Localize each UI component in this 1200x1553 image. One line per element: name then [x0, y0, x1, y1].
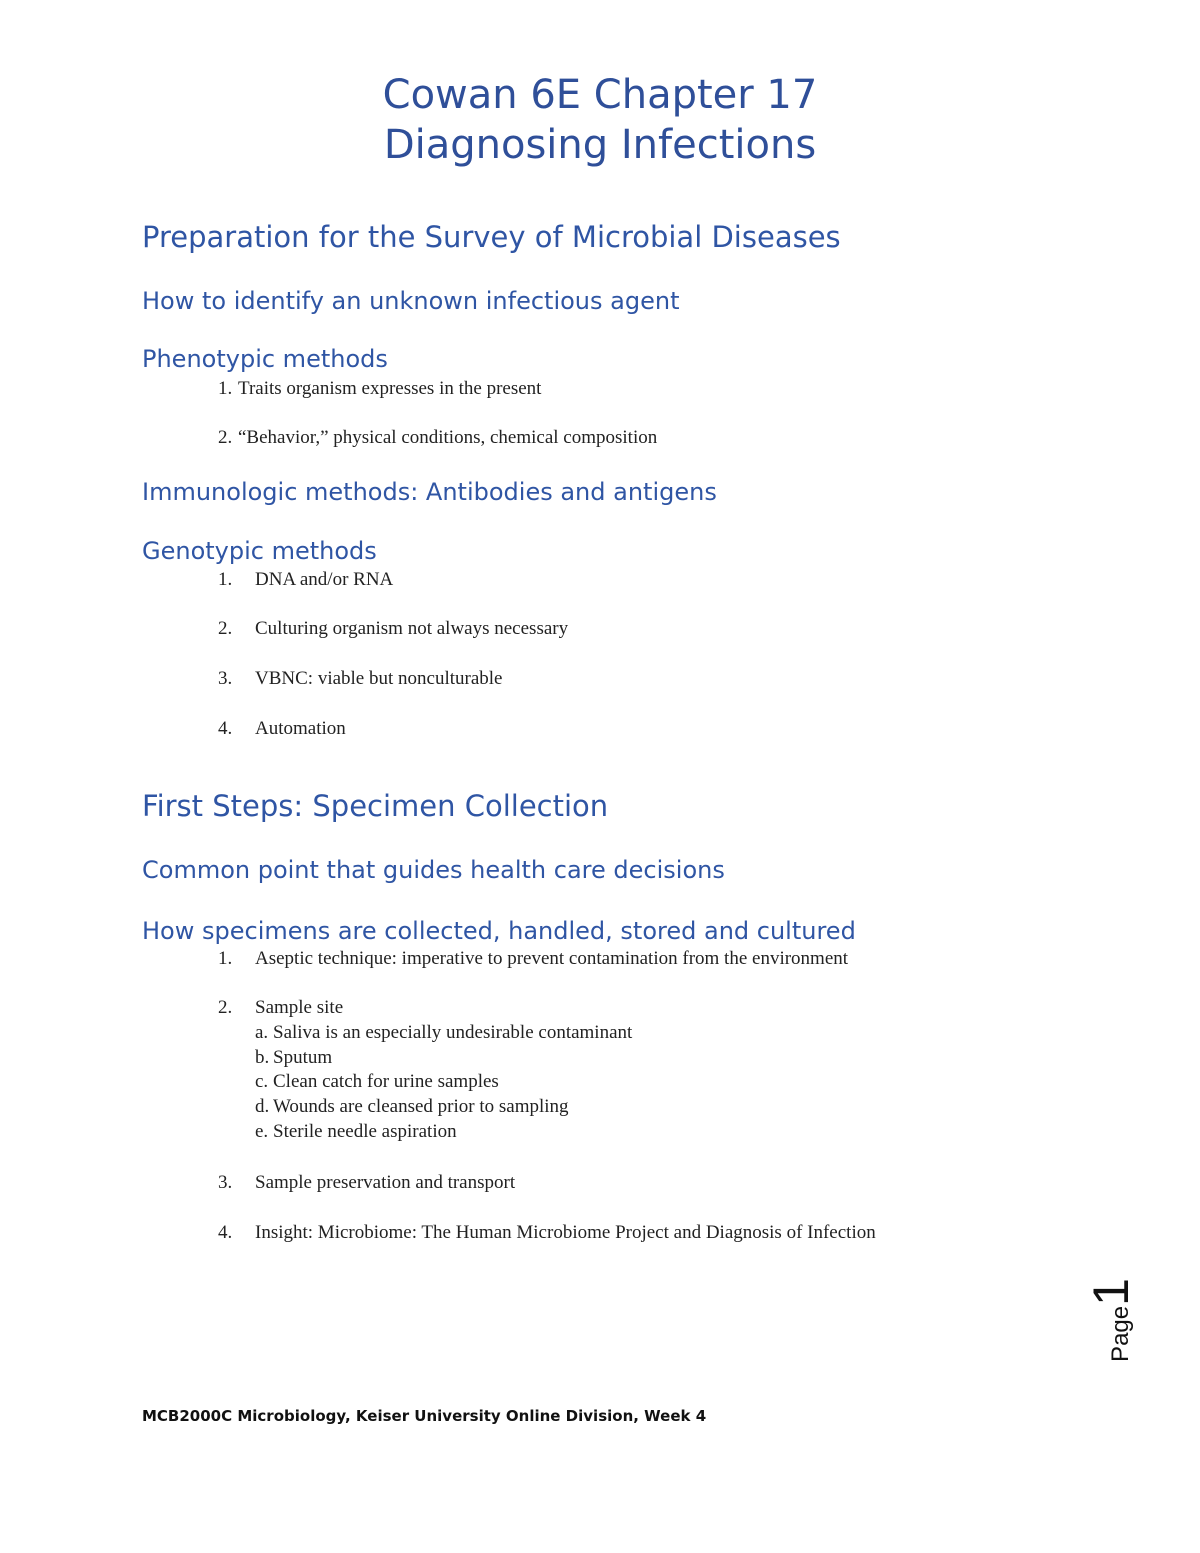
sublist-letter: c.	[255, 1071, 269, 1092]
list-text: DNA and/or RNA	[255, 569, 394, 590]
subheading-common-point: Common point that guides health care decisions	[142, 856, 725, 884]
subheading-specimens: How specimens are collected, handled, stored and cultured	[142, 917, 856, 945]
sublist-text: Clean catch for urine samples	[273, 1071, 499, 1092]
list-text: Insight: Microbiome: The Human Microbiome Project and Diagnosis of Infection	[255, 1222, 876, 1243]
list-number: 2.	[218, 618, 233, 639]
list-number: 1.	[218, 948, 233, 969]
subheading-genotypic: Genotypic methods	[142, 537, 377, 565]
list-number: 2.	[218, 997, 233, 1018]
section-heading-preparation: Preparation for the Survey of Microbial Diseases	[142, 220, 841, 254]
subheading-identify-agent: How to identify an unknown infectious agent	[142, 287, 680, 315]
subheading-phenotypic: Phenotypic methods	[142, 345, 388, 373]
list-text: Sample preservation and transport	[255, 1172, 516, 1193]
footer-text: MCB2000C Microbiology, Keiser University Online Division, Week 4	[142, 1407, 707, 1425]
sublist-letter: a.	[255, 1022, 269, 1043]
list-number: 1.	[218, 378, 233, 399]
list-text: Sample site	[255, 997, 344, 1018]
sublist-letter: b.	[255, 1047, 270, 1068]
list-text: “Behavior,” physical conditions, chemical composition	[238, 427, 658, 448]
page-number-mark	[1082, 1270, 1182, 1370]
sublist-text: Wounds are cleansed prior to sampling	[273, 1096, 569, 1117]
list-text: Aseptic technique: imperative to prevent contamination from the environment	[255, 948, 849, 969]
sublist-text: Sterile needle aspiration	[273, 1121, 457, 1142]
list-number: 4.	[218, 718, 233, 739]
list-number: 1.	[218, 569, 233, 590]
sublist-text: Saliva is an especially undesirable contaminant	[273, 1022, 633, 1043]
list-text: VBNC: viable but nonculturable	[255, 668, 503, 689]
page-word: Page	[1107, 1305, 1134, 1362]
sublist-letter: e.	[255, 1121, 269, 1142]
list-number: 2.	[218, 427, 233, 448]
sublist-text: Sputum	[273, 1047, 333, 1068]
list-number: 3.	[218, 668, 233, 689]
list-number: 4.	[218, 1222, 233, 1243]
subheading-immunologic: Immunologic methods: Antibodies and antigens	[142, 478, 717, 506]
document-title-line2: Diagnosing Infections	[383, 122, 817, 168]
list-text: Traits organism expresses in the present	[238, 378, 542, 399]
section-heading-first-steps: First Steps: Specimen Collection	[142, 789, 609, 823]
document-title-line1: Cowan 6E Chapter 17	[382, 72, 818, 118]
page-number: 1	[1083, 1278, 1139, 1306]
list-number: 3.	[218, 1172, 233, 1193]
list-text: Automation	[255, 718, 346, 739]
list-text: Culturing organism not always necessary	[255, 618, 569, 639]
sublist-letter: d.	[255, 1096, 270, 1117]
